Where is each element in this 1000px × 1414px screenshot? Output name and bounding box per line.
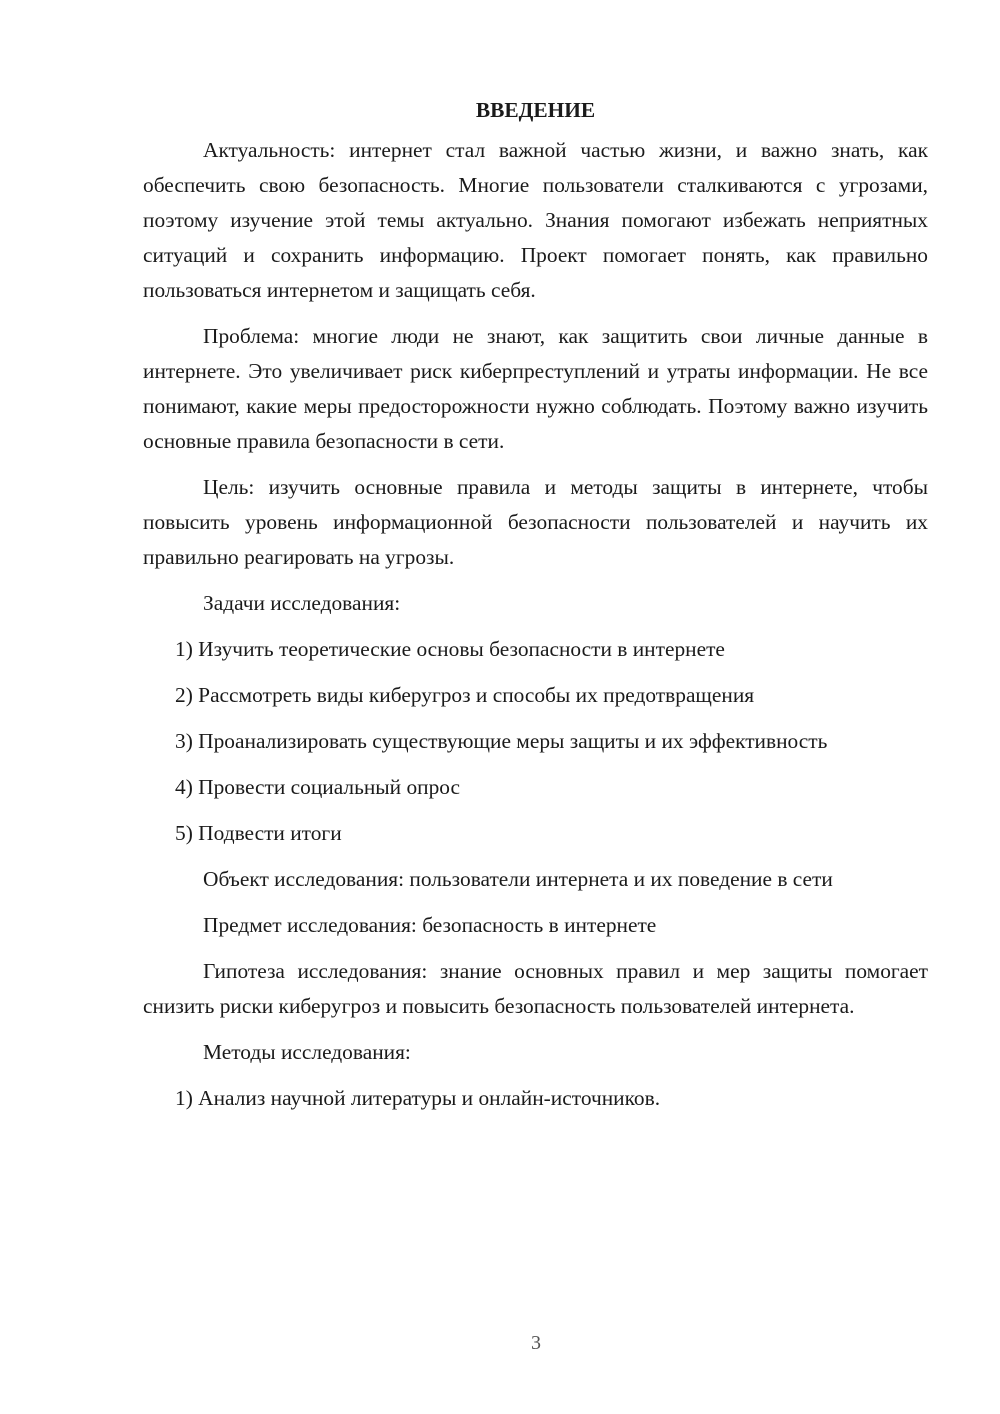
task-item: 5) Подвести итоги: [175, 821, 342, 845]
page-number: 3: [531, 1332, 541, 1354]
method-item: 1) Анализ научной литературы и онлайн-источников.: [175, 1086, 661, 1110]
task-item: 4) Провести социальный опрос: [175, 775, 461, 799]
methods-heading: Методы исследования:: [203, 1040, 411, 1064]
problem-paragraph: Проблема: многие люди не знают, как защитить свои личные данные в интернете. Это увеличивает риск киберпреступлений и утраты информации. Не все понимают, какие меры предосторожности нужно соблюдать. Поэтому важно изучить основные правила безопасности в сети.: [143, 324, 928, 453]
relevance-paragraph: Актуальность: интернет стал важной частью жизни, и важно знать, как обеспечить свою безопасность. Многие пользователи сталкиваются с угрозами, поэтому изучение этой темы актуально. Знания помогают избежать неприятных ситуаций и сохранить информацию. Проект помогает понять, как правильно пользоваться интернетом и защищать себя.: [143, 138, 928, 302]
section-title: ВВЕДЕНИЕ: [475, 98, 596, 122]
task-item: 1) Изучить теоретические основы безопасности в интернете: [175, 637, 725, 661]
task-item: 3) Проанализировать существующие меры защиты и их эффективность: [175, 729, 828, 753]
research-object-paragraph: Объект исследования: пользователи интернета и их поведение в сети: [203, 867, 833, 891]
research-subject-paragraph: Предмет исследования: безопасность в интернете: [203, 913, 657, 937]
page-content: [143, 97, 928, 1127]
tasks-heading: Задачи исследования:: [203, 591, 401, 615]
hypothesis-paragraph: Гипотеза исследования: знание основных правил и мер защиты помогает снизить риски киберугроз и повысить безопасность пользователей интернета.: [143, 959, 928, 1018]
goal-paragraph: Цель: изучить основные правила и методы защиты в интернете, чтобы повысить уровень информационной безопасности пользователей и научить их правильно реагировать на угрозы.: [143, 475, 928, 569]
task-item: 2) Рассмотреть виды киберугроз и способы их предотвращения: [175, 683, 755, 707]
